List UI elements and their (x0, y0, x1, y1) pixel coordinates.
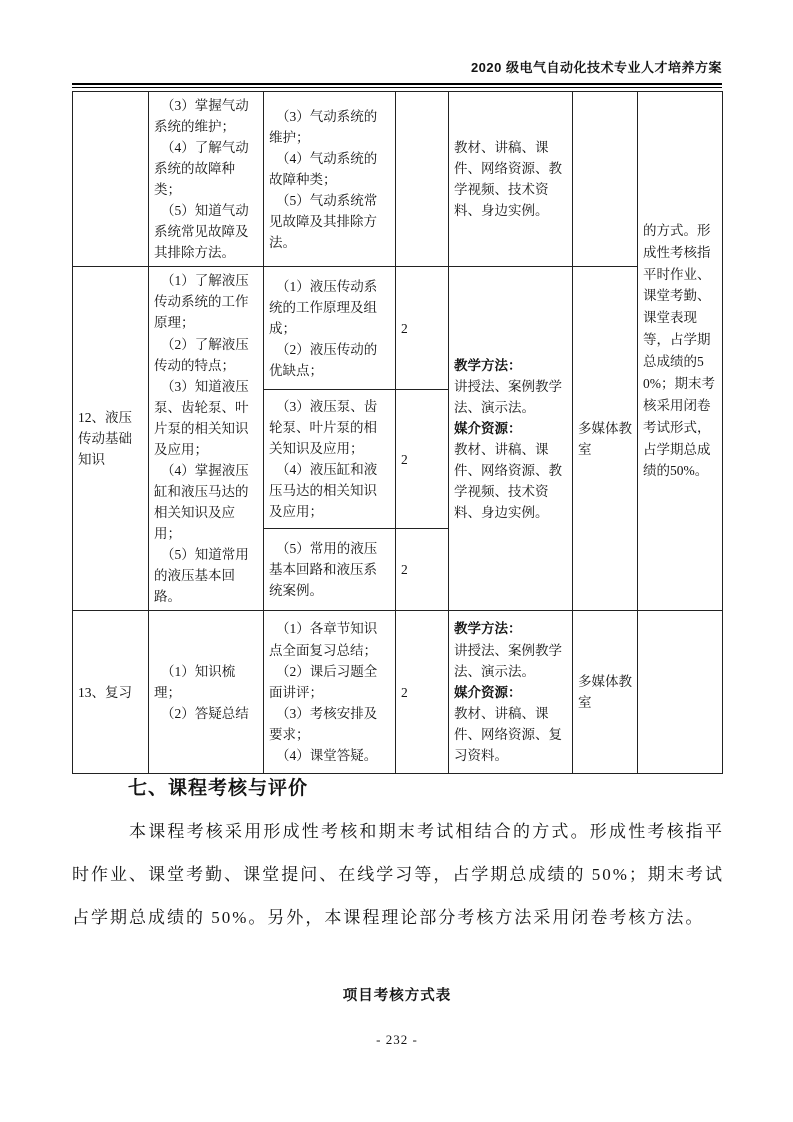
content-item: （2）课后习题全面讲评； (269, 663, 378, 700)
objective-item: （5）知道气动系统常见故障及其排除方法。 (154, 203, 249, 261)
page-header-title: 2020 级电气自动化技术专业人才培养方案 (470, 60, 722, 75)
contents-cell (264, 390, 396, 529)
methods-media-cell (449, 267, 573, 611)
objective-item: （2）答疑总结 (161, 705, 249, 721)
venue-cell (573, 92, 638, 267)
chapter-cell (73, 92, 149, 267)
methods-label: 教学方法： (454, 357, 522, 373)
objective-item: （4）掌握液压缸和液压马达的相关知识及应用； (154, 462, 249, 541)
contents-cell (264, 528, 396, 610)
hours-cell: 2 (396, 390, 449, 529)
table-row (73, 267, 723, 390)
contents-cell (264, 611, 396, 774)
methods-label: 教学方法： (454, 621, 522, 637)
objectives-cell (149, 92, 264, 267)
content-item: （3）考核安排及要求； (269, 705, 378, 742)
objective-item: （4）了解气动系统的故障种类； (154, 140, 249, 198)
objective-item: （3）掌握气动系统的维护； (154, 98, 249, 135)
media-text: 教材、讲稿、课件、网络资源、教学视频、技术资料、身边实例。 (454, 441, 562, 520)
header-rule (72, 83, 722, 88)
media-text: 教材、讲稿、课件、网络资源、复习资料。 (454, 705, 562, 763)
page-number: - 232 - (376, 1032, 418, 1047)
objective-item: （2）了解液压传动的特点； (154, 336, 249, 373)
content-item: （1）各章节知识点全面复习总结； (269, 621, 378, 658)
section-heading: 七、课程考核与评价 (128, 778, 309, 799)
content-item: （5）气动系统常见故障及其排除方法。 (269, 192, 378, 250)
media-label: 媒介资源： (454, 684, 522, 700)
content-item: （2）液压传动的优缺点； (269, 341, 378, 378)
assessment-cell: 的方式。形成性考核指平时作业、课堂考勤、课堂表现等，占学期总成绩的50%；期末考核采用闭卷考试形式，占学期总成绩的50%。 (638, 92, 723, 611)
venue-cell: 多媒体教室 (573, 267, 638, 611)
objective-item: （3）知道液压泵、齿轮泵、叶片泵的相关知识及应用； (154, 378, 249, 457)
venue-cell: 多媒体教室 (573, 611, 638, 774)
hours-cell (396, 92, 449, 267)
content-item: （4）课堂答疑。 (276, 747, 378, 763)
hours-cell: 2 (396, 267, 449, 390)
contents-cell (264, 267, 396, 390)
methods-text: 讲授法、案例教学法、演示法。 (454, 378, 562, 415)
table-row (73, 611, 723, 774)
course-schedule-table (72, 91, 723, 774)
assessment-cell (638, 611, 723, 774)
objective-item: （1）了解液压传动系统的工作原理； (154, 273, 249, 331)
content-item: （1）液压传动系统的工作原理及组成； (269, 278, 378, 336)
hours-cell: 2 (396, 528, 449, 610)
chapter-cell: 12、液压传动基础知识 (73, 267, 149, 611)
contents-cell (264, 92, 396, 267)
objectives-cell (149, 267, 264, 611)
content-item: （3）气动系统的维护； (269, 108, 378, 145)
methods-media-cell (449, 611, 573, 774)
table-caption: 项目考核方式表 (342, 988, 452, 1004)
content-item: （4）气动系统的故障种类； (269, 150, 378, 187)
content-item: （4）液压缸和液压马达的相关知识及应用； (269, 462, 378, 520)
objective-item: （1）知识梳理； (154, 663, 236, 700)
assessment-paragraph: 本课程考核采用形成性考核和期末考试相结合的方式。形成性考核指平时作业、课堂考勤、课堂提问、在线学习等，占学期总成绩的 50%；期末考试占学期总成绩的 50%。另外，本课程理论部分考核方法采用闭卷考核方法。 (72, 822, 724, 927)
methods-text: 讲授法、案例教学法、演示法。 (454, 642, 562, 679)
media-label: 媒介资源： (454, 420, 522, 436)
chapter-cell: 13、复习 (73, 611, 149, 774)
content-item: （3）液压泵、齿轮泵、叶片泵的相关知识及应用； (269, 398, 378, 456)
hours-cell: 2 (396, 611, 449, 774)
objectives-cell (149, 611, 264, 774)
media-cell: 教材、讲稿、课件、网络资源、教学视频、技术资料、身边实例。 (449, 92, 573, 267)
objective-item: （5）知道常用的液压基本回路。 (154, 546, 249, 605)
table-row (73, 92, 723, 267)
content-item: （5）常用的液压基本回路和液压系统案例。 (269, 540, 378, 599)
